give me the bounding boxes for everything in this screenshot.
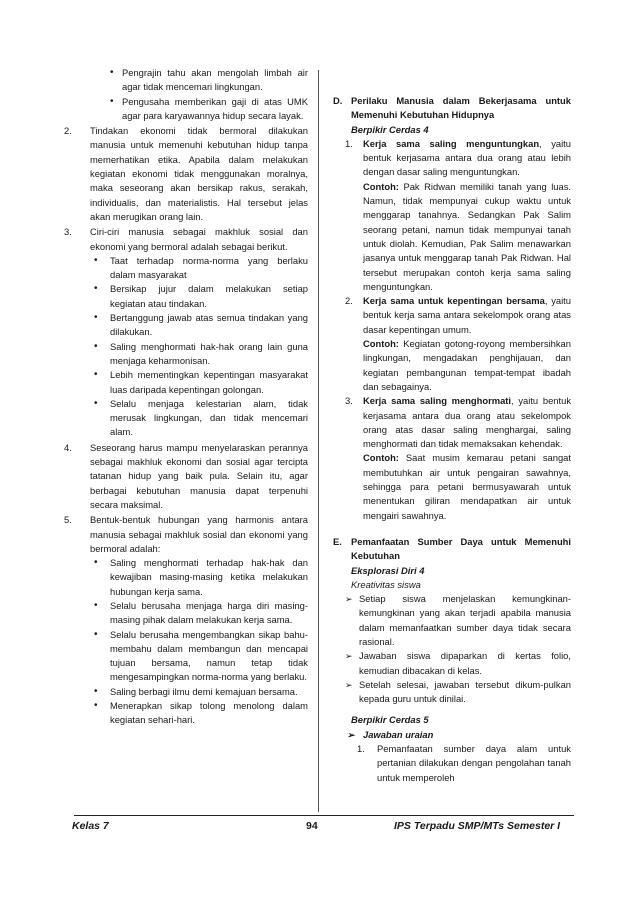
arrow-bullet-icon: ➢ xyxy=(347,729,355,740)
list-item: • Saling menghormati terhadap hak-hak dan kewajiban masing-masing ketika melakukan hubungan kerja sama. xyxy=(94,557,308,597)
footer-class-label: Kelas 7 xyxy=(72,820,109,832)
list-item: • Saling menghormati hak-hak orang lain guna menjaga keharmonisan. xyxy=(94,340,308,366)
list-item: • Bertanggung jawab atas semua tindakan yang dilakukan. xyxy=(94,312,308,338)
bullet-icon: • xyxy=(94,700,98,712)
section-e-heading: E. Pemanfaatan Sumber Daya untuk Memenuhi Kebutuhan xyxy=(333,535,571,562)
list-item: • Lebih mementingkan kepentingan masyarakat luas daripada kepentingan golongan. xyxy=(94,369,308,395)
list-item: • Pengusaha memberikan gaji di atas UMK agar para karyawannya hidup secara layak. xyxy=(110,95,308,121)
list-item: • Pengrajin tahu akan mengolah limbah air agar tidak mencemari lingkungan. xyxy=(110,67,308,93)
arrow-item: ➢ Jawaban siswa dipaparkan di kertas folio, kemudian dibacakan di kelas. xyxy=(345,650,571,676)
list-item: • Bersikap jujur dalam melakukan setiap kegiatan atau tindakan. xyxy=(94,283,308,309)
arrow-item: ➢ Setiap siswa menjelaskan kemungkinan-kemungkinan yang akan terjadi apabila manusia dalam memanfaatkan sumber daya tidak secara rasional. xyxy=(345,593,571,647)
left-column xyxy=(64,66,308,728)
item5-bullets xyxy=(64,556,308,728)
bullet-icon: • xyxy=(110,95,114,107)
answer-item-1: 1. Pemanfaatan sumber daya alam untuk pertanian dilakukan dengan pengolahan tanah untuk memperoleh xyxy=(357,743,571,783)
column-divider xyxy=(318,70,319,812)
numbered-item-3: 3. Ciri-ciri manusia sebagai makhluk sosial dan ekonomi yang bermoral adalah sebagai berikut. xyxy=(64,226,308,252)
page-number: 94 xyxy=(306,820,318,832)
section-d-item-1: 1. Kerja sama saling menguntungkan, yaitu bentuk kerjasama antara dua orang atau lebih dengan dasar saling menguntungkan. Contoh: Pak Ridwan memiliki tanah yang luas. Namun, tidak mempunyai cukup waktu untuk menggarap tanahnya. Sedangkan Pak Salim seorang petani, namun tidak mempunyai tanah untuk diolah. Kemudian, Pak Salim menawarkan jasanya untuk menggarap tanah Pak Ridwan. Hal tersebut merupakan contoh kerja sama saling menguntungkan. xyxy=(345,137,571,292)
section-d-heading: D. Perilaku Manusia dalam Bekerjasama untuk Memenuhi Kebutuhan Hidupnya xyxy=(333,95,571,121)
list-item: • Saling berbagi ilmu demi kemajuan bersama. xyxy=(90,685,308,699)
arrow-bullet-icon: ➢ xyxy=(345,594,353,605)
section-d-subheading: Berpikir Cerdas 4 xyxy=(351,123,429,135)
bullet-icon: • xyxy=(94,397,98,409)
list-item: • Menerapkan sikap tolong menolong dalam kegiatan sehari-hari. xyxy=(94,700,308,726)
section-e-note: Kreativitas siswa xyxy=(351,578,421,590)
numbered-item-5: 5. Bentuk-bentuk hubungan yang harmonis antara manusia sebagai makhluk sosial dan ekonomi yang bermoral adalah: xyxy=(64,514,308,554)
bullet-icon: • xyxy=(94,685,98,697)
section-e-subheading-2: Berpikir Cerdas 5 xyxy=(351,714,429,726)
bullet-icon: • xyxy=(94,254,98,266)
arrow-item: ➢ Setelah selesai, jawaban tersebut dikum-pulkan kepada guru untuk dinilai. xyxy=(345,678,571,705)
bullet-icon: • xyxy=(94,283,98,295)
bullet-icon: • xyxy=(94,628,98,640)
arrow-bullet-icon: ➢ xyxy=(345,651,353,662)
bullet-icon: • xyxy=(94,312,98,324)
list-item: • Selalu berusaha mengembangkan sikap bahu-membahu dalam membangun dan mencapai tujuan bersama, namun tetap tidak mengesampingkan norma-norma yang berlaku. xyxy=(94,628,308,683)
numbered-item-2: 2. Tindakan ekonomi tidak bermoral dilakukan manusia untuk memenuhi kebutuhan hidup tanpa memerhatikan etika. Apabila dalam melakukan kegiatan ekonomi tidak menggunakan moralnya, maka seseorang akan bersikap rakus, serakah, individualis, dan materialistis. Hal tersebut jelas akan merugikan orang lain. xyxy=(64,125,308,222)
footer-book-title: IPS Terpadu SMP/MTs Semester I xyxy=(394,820,561,832)
right-column xyxy=(333,94,571,785)
section-d-item-2: 2. Kerja sama untuk kepentingan bersama, yaitu bentuk kerja sama antara sekelompok orang atas dasar kepentingan umum. Contoh: Kegiatan gotong-royong membersihkan lingkungan, mengadakan penghijauan, dan kegiatan pembangunan tempat-tempat ibadah dan sebagainya. xyxy=(345,295,571,392)
numbered-item-4: 4. Seseorang harus mampu menyelaraskan perannya sebagai makhluk ekonomi dan sosial agar tercipta tatanan hidup yang baik pula. Selain itu, agar berbagai kebutuhan manusia dapat terpenuhi secara maksimal. xyxy=(64,441,308,510)
list-item: • Selalu menjaga kelestarian alam, tidak merusak lingkungan, dan tidak mencemari alam. xyxy=(94,397,308,438)
section-d-item-3: 3. Kerja sama saling menghormati, yaitu bentuk kerjasama antara dua orang atau sekelompok orang atas dasar saling menghargai, saling menghormati dan tidak memaksakan kehendak. Contoh: Saat musim kemarau petani sangat membutuhkan air untuk pengairan sawahnya, sehingga para petani bermusyawarah untuk menentukan giliran mendapatkan air untuk mengairi sawahnya. xyxy=(345,395,572,521)
list-item: • Selalu berusaha menjaga harga diri masing-masing pihak dalam melakukan kerja sama. xyxy=(94,599,308,626)
list-item: • Taat terhadap norma-norma yang berlaku dalam masyarakat xyxy=(94,254,308,281)
jawaban-heading: ➢ Jawaban uraian xyxy=(333,728,571,742)
bullet-icon: • xyxy=(94,369,98,381)
bullet-icon: • xyxy=(94,557,98,569)
bullet-icon: • xyxy=(110,67,114,78)
footer-rule xyxy=(74,815,574,816)
arrow-bullet-icon: ➢ xyxy=(345,679,353,690)
bullet-icon: • xyxy=(94,599,98,611)
bullet-icon: • xyxy=(94,340,98,352)
item3-bullets xyxy=(64,254,308,440)
section-e-subheading: Eksplorasi Diri 4 xyxy=(351,564,425,576)
